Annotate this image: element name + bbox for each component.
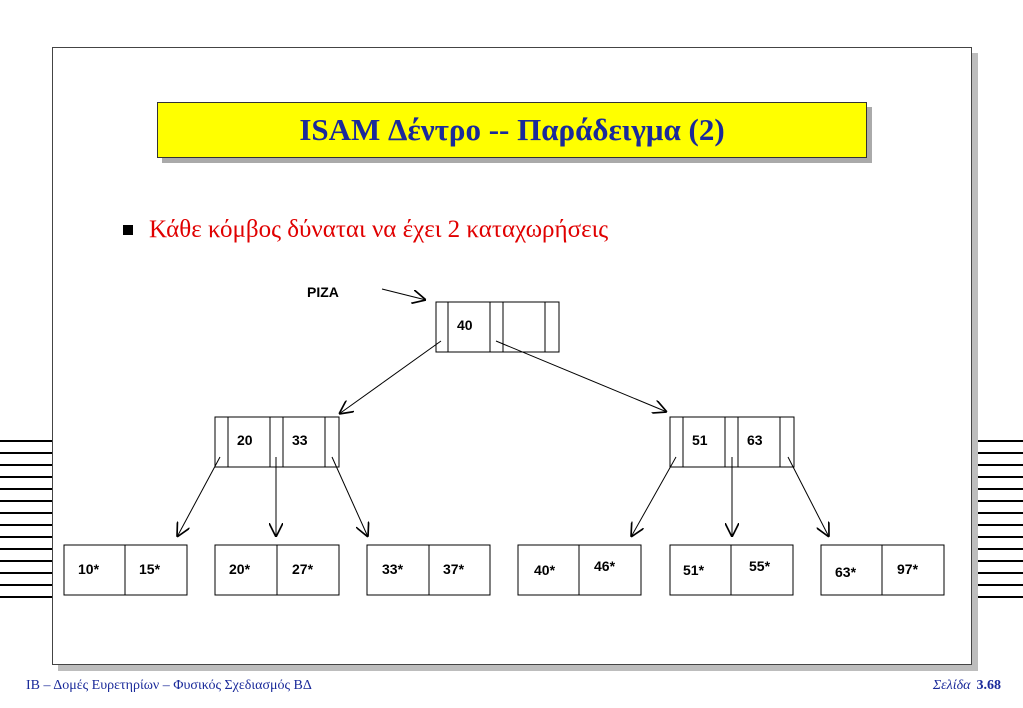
internal-left-key-1: 20 bbox=[237, 432, 253, 448]
leaf-6-entry-1: 63* bbox=[835, 564, 857, 580]
root-key-1: 40 bbox=[457, 317, 473, 333]
leaf-node-6 bbox=[821, 545, 944, 595]
leaf-5-entry-2: 55* bbox=[749, 558, 771, 574]
leaf-node-2 bbox=[215, 545, 339, 595]
internal-right-key-2: 63 bbox=[747, 432, 763, 448]
edge-right-leaf6 bbox=[788, 457, 829, 537]
edge-right-leaf4 bbox=[631, 457, 676, 537]
leaf-1-entry-2: 15* bbox=[139, 561, 161, 577]
footer-page-label: Σελίδα bbox=[932, 678, 971, 693]
footer-page-indicator bbox=[933, 678, 1001, 694]
leaf-node-4 bbox=[518, 545, 641, 595]
internal-left-key-2: 33 bbox=[292, 432, 308, 448]
leaf-2-entry-1: 20* bbox=[229, 561, 251, 577]
leaf-node-3 bbox=[367, 545, 490, 595]
edge-left-leaf3 bbox=[332, 457, 368, 537]
leaf-2-entry-2: 27* bbox=[292, 561, 314, 577]
root-pointer-arrow bbox=[382, 289, 426, 300]
slide-title: ISAM Δέντρο -- Παράδειγμα (2) bbox=[299, 112, 725, 147]
leaf-5-entry-1: 51* bbox=[683, 562, 705, 578]
leaf-node-5 bbox=[670, 545, 793, 595]
leaf-3-entry-1: 33* bbox=[382, 561, 404, 577]
edge-root-right bbox=[496, 341, 667, 412]
leaf-4-entry-2: 46* bbox=[594, 558, 616, 574]
leaf-1-entry-1: 10* bbox=[78, 561, 100, 577]
footer-course-title: ΙΒ – Δομές Ευρετηρίων – Φυσικός Σχεδιασμός ΒΔ bbox=[26, 678, 312, 693]
root-node bbox=[436, 302, 559, 352]
edge-root-left bbox=[339, 341, 441, 414]
bullet-text: Κάθε κόμβος δύναται να έχει 2 καταχωρήσεις bbox=[149, 216, 609, 243]
internal-right-key-1: 51 bbox=[692, 432, 708, 448]
leaf-4-entry-1: 40* bbox=[534, 562, 556, 578]
footer-page-number: 3.68 bbox=[976, 678, 1001, 693]
leaf-3-entry-2: 37* bbox=[443, 561, 465, 577]
edge-left-leaf1 bbox=[177, 457, 220, 537]
root-label: ΡΙΖΑ bbox=[307, 284, 339, 300]
leaf-6-entry-2: 97* bbox=[897, 561, 919, 577]
internal-node-left bbox=[215, 417, 339, 467]
leaf-node-1 bbox=[64, 545, 187, 595]
